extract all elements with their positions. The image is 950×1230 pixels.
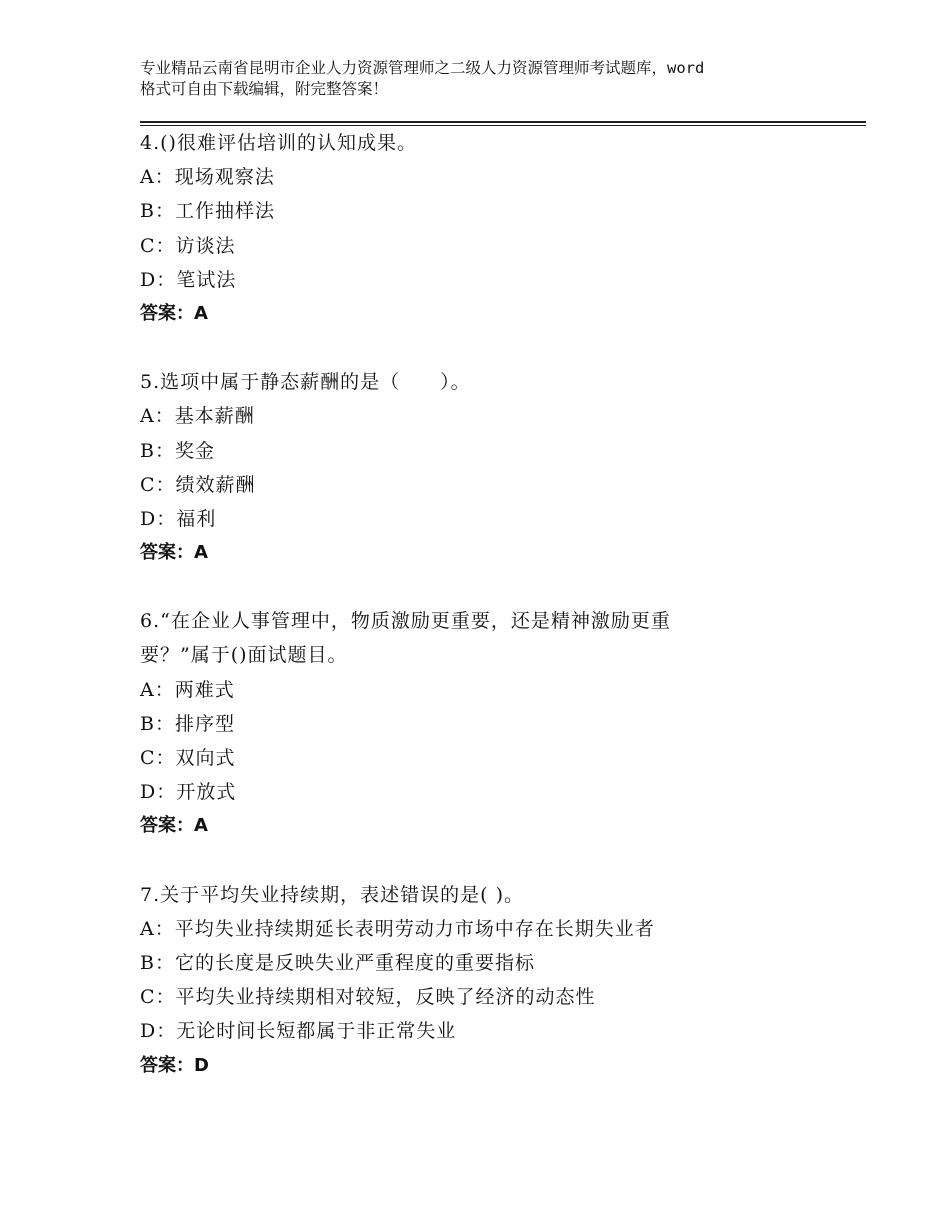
option-b: B：奖金 xyxy=(140,439,215,462)
option-b: B：它的长度是反映失业严重程度的重要指标 xyxy=(140,951,535,974)
option-d: D：福利 xyxy=(140,507,217,530)
question-stem: 4.()很难评估培训的认知成果。 xyxy=(140,132,417,154)
option-c: C：绩效薪酬 xyxy=(140,473,256,496)
question-6 xyxy=(140,604,860,843)
question-7 xyxy=(140,878,860,1083)
option-b: B：排序型 xyxy=(140,712,235,735)
question-stem: 5.选项中属于静态薪酬的是（ ）。 xyxy=(140,371,471,394)
option-a: A：平均失业持续期延长表明劳动力市场中存在长期失业者 xyxy=(140,917,655,940)
answer-value: A xyxy=(194,302,208,324)
document-header xyxy=(140,58,840,100)
question-list xyxy=(140,126,860,1117)
option-c: C：双向式 xyxy=(140,747,236,770)
question-4 xyxy=(140,126,860,331)
header-divider-thick xyxy=(140,121,866,123)
answer-value: A xyxy=(194,815,208,837)
header-line-1: 专业精品云南省昆明市企业人力资源管理师之二级人力资源管理师考试题库，word xyxy=(140,59,705,77)
answer-value: D xyxy=(194,1054,209,1076)
answer-label: 答案： xyxy=(140,1054,194,1076)
header-line-2: 格式可自由下载编辑，附完整答案！ xyxy=(140,80,389,98)
option-a: A：两难式 xyxy=(140,678,235,701)
option-a: A：现场观察法 xyxy=(140,166,275,189)
answer-label: 答案： xyxy=(140,302,194,324)
answer-label: 答案： xyxy=(140,542,194,564)
answer-line xyxy=(140,297,860,331)
answer-line xyxy=(140,1049,860,1083)
option-d: D：无论时间长短都属于非正常失业 xyxy=(140,1020,457,1043)
question-5 xyxy=(140,365,860,570)
option-a: A：基本薪酬 xyxy=(140,405,255,428)
option-b: B：工作抽样法 xyxy=(140,200,275,223)
answer-line xyxy=(140,809,860,843)
answer-value: A xyxy=(194,542,208,564)
option-c: C：平均失业持续期相对较短，反映了经济的动态性 xyxy=(140,986,596,1009)
option-c: C：访谈法 xyxy=(140,234,236,257)
answer-label: 答案： xyxy=(140,815,194,837)
question-stem: 7.关于平均失业持续期，表述错误的是( )。 xyxy=(140,883,524,906)
question-stem: 6.“在企业人事管理中，物质激励更重要，还是精神激励更重要？”属于()面试题目。 xyxy=(140,610,671,667)
option-d: D：开放式 xyxy=(140,781,237,804)
option-d: D：笔试法 xyxy=(140,268,237,291)
answer-line xyxy=(140,536,860,570)
